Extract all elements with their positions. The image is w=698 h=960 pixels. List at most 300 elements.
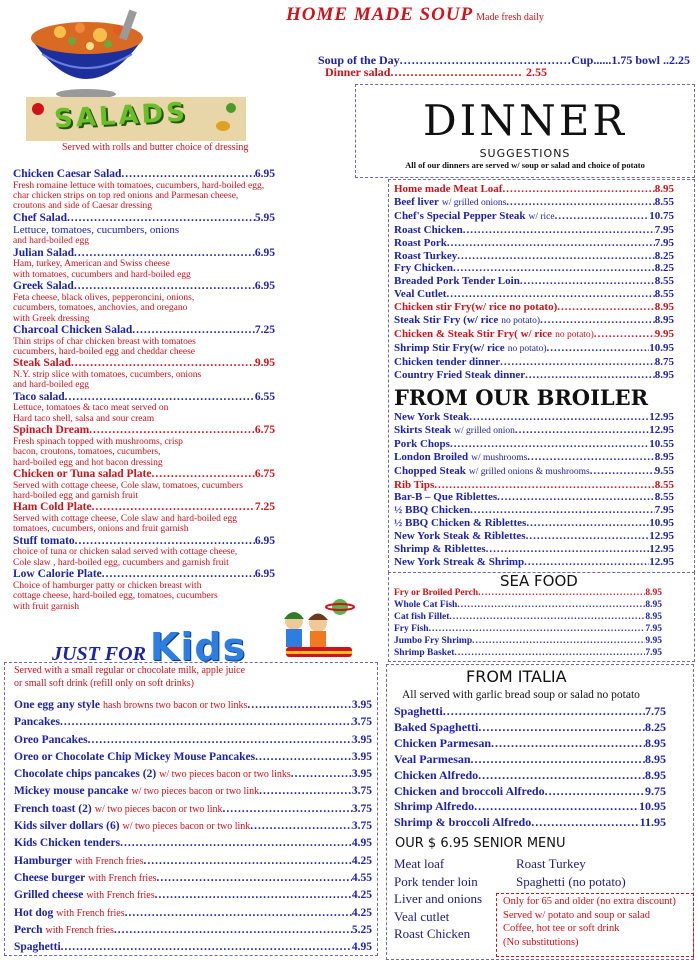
leader-dots	[67, 212, 255, 225]
leader-dots	[515, 424, 649, 437]
salad-desc-line: Served with cottage cheese, Cole slaw, tomatoes, cucumbers	[13, 480, 243, 491]
italia-item-name: Shrimp & broccoli Alfredo	[394, 815, 532, 830]
dinner-item-name: Beef liver	[394, 195, 439, 208]
leader-dots	[506, 196, 654, 209]
leader-dots	[547, 342, 650, 355]
broiler-item-name: Pork Chops	[394, 437, 450, 450]
salad-name: Low Calorie Plate	[13, 568, 102, 581]
broiler-title: FROM OUR BROILER	[394, 385, 649, 410]
italia-item-row	[394, 815, 666, 831]
italia-item-price: 8.95	[645, 767, 666, 782]
broiler-item-row	[394, 504, 674, 517]
salads-logo	[26, 97, 246, 141]
leader-dots	[443, 704, 645, 720]
salad-name: Chef Salad	[13, 211, 67, 224]
soup-of-day-label: Soup of the Day	[318, 53, 400, 67]
leader-dots	[590, 465, 655, 478]
leader-dots	[88, 732, 352, 749]
salad-row	[13, 535, 275, 548]
salad-row	[13, 212, 275, 225]
salad-desc-line: cottage cheese, hard-boiled egg, tomatoes, cucumbers	[13, 591, 218, 602]
dinner-item-row	[394, 210, 674, 224]
seafood-item-name: Fry or Broiled Perch	[394, 588, 479, 598]
salad-row	[13, 280, 275, 293]
senior-item: Spaghetti (no potato)	[516, 873, 626, 889]
kids-item-row	[14, 835, 372, 852]
broiler-item-row	[394, 411, 674, 424]
kids-item-price: 4.25	[351, 906, 372, 919]
salad-item	[13, 247, 343, 280]
broiler-item-name: New York Steak & Riblettes	[394, 530, 526, 543]
soup-subtitle: Made fresh daily	[476, 12, 544, 23]
senior-note	[503, 895, 676, 949]
kids-item-name: Perch	[14, 923, 43, 936]
leader-dots	[120, 835, 352, 852]
kids-item-note: w/ two pieces bacon or two link	[131, 786, 260, 798]
kids-item-price: 3.95	[351, 768, 372, 781]
leader-dots	[454, 647, 645, 659]
soup-heading	[286, 4, 544, 26]
kids-item-price: 4.55	[351, 871, 372, 884]
salad-desc-line: Hard taco shell, salsa and sour cream	[13, 413, 155, 424]
dinner-item-row	[394, 288, 674, 301]
leader-dots	[434, 479, 654, 492]
broiler-item-row	[394, 530, 674, 543]
leader-dots	[102, 568, 255, 581]
leader-dots	[526, 517, 649, 530]
kids-item-row	[14, 749, 372, 766]
salad-item	[13, 535, 343, 568]
italia-item-price: 9.75	[645, 783, 666, 798]
leader-dots	[151, 468, 254, 481]
dinner-item-price: 9.95	[654, 327, 674, 340]
broiler-item-name: Chopped Steak	[394, 464, 466, 477]
leader-dots	[446, 288, 654, 301]
dinner-item-price: 8.75	[654, 355, 674, 368]
salad-desc-line: Lettuce, tomatoes & taco meat served on	[13, 403, 169, 414]
dinner-item-note: no potato)	[507, 343, 547, 354]
broiler-item-price: 8.55	[654, 491, 674, 504]
dinner-item-price: 8.95	[654, 301, 674, 314]
dinner-item-name: Veal Cutlet	[394, 288, 447, 301]
broiler-item-name: Skirts Steak	[394, 423, 452, 436]
broiler-item-note: w/ mushrooms	[471, 452, 528, 463]
senior-col-1	[394, 855, 482, 943]
salad-item	[13, 357, 343, 390]
leader-dots	[449, 611, 645, 623]
salad-price: 6.95	[254, 280, 275, 293]
leader-dots	[71, 357, 255, 370]
salads-note: Served with rolls and butter choice of dressing	[62, 142, 249, 153]
leader-dots	[500, 356, 655, 369]
leader-dots	[75, 535, 255, 548]
senior-note-line: (No substitutions)	[503, 936, 579, 948]
salad-desc-line: choice of tuna or chicken salad served with cottage cheese,	[13, 547, 238, 558]
dinner-item-price: 8.25	[654, 249, 674, 262]
leader-dots	[250, 818, 352, 835]
salad-row	[13, 468, 275, 481]
salad-desc-line: with Greek dressing	[13, 313, 90, 324]
soup-bowl-image	[28, 8, 146, 100]
broiler-item-row	[394, 517, 674, 530]
salad-row	[13, 501, 275, 514]
dinner-item-name: Steak Stir Fry (w/ rice	[394, 314, 499, 327]
kids-item-note: w/ two pieces bacon or two link	[122, 821, 251, 833]
seafood-item-name: Cat fish Fillet	[394, 612, 450, 622]
salad-row	[13, 324, 275, 337]
salad-item	[13, 468, 343, 501]
broiler-item-price: 7.95	[654, 504, 674, 517]
salad-price: 7.25	[254, 324, 275, 337]
seafood-item-row	[394, 635, 662, 647]
dinner-item-name: Country Fried Steak dinner	[394, 368, 526, 381]
seafood-item-price: 9.95	[645, 636, 662, 646]
broiler-item-name: ½ BBQ Chicken & Riblettes	[394, 517, 527, 530]
broiler-item-name: New York Streak & Shrimp	[394, 555, 525, 568]
kids-title-a: JUST FOR	[52, 643, 146, 665]
dinner-item-price: 8.55	[654, 288, 674, 301]
seafood-item-price: 7.95	[645, 648, 662, 658]
kids-note	[14, 664, 245, 690]
senior-note-line: Coffee, hot tee or soft drink	[503, 923, 620, 935]
salad-row	[13, 391, 275, 404]
dinner-item-name: Fry Chicken	[394, 262, 453, 275]
broiler-item-row	[394, 491, 674, 504]
salad-desc-line: Served with cottage cheese, Cole slaw and hard-boiled egg	[13, 514, 237, 525]
dinner-salad-row	[325, 65, 547, 79]
kids-item-name: Grilled cheese	[14, 889, 84, 902]
dinner-item-row	[394, 301, 674, 314]
broiler-item-row	[394, 543, 674, 556]
salad-price: 6.95	[254, 168, 275, 180]
seafood-item-price: 8.95	[645, 588, 662, 598]
kids-item-price: 3.75	[351, 820, 372, 833]
senior-item: Roast Chicken	[394, 926, 471, 941]
italia-item-price: 8.95	[645, 751, 666, 766]
salad-desc-line: Choice of hamburger patty or chicken breast with	[13, 580, 202, 591]
seafood-item-row	[394, 599, 662, 611]
salad-item	[13, 324, 343, 357]
salad-name: Stuff tomato	[13, 534, 75, 547]
salad-name: Charcoal Chicken Salad	[13, 324, 133, 337]
dinner-item-note: w/ grilled onions	[441, 197, 507, 208]
dinner-salad-price: 2.55	[526, 65, 547, 79]
salad-row	[13, 568, 275, 581]
salad-desc-line: and hard-boiled egg	[13, 380, 89, 391]
leader-dots	[74, 280, 255, 293]
leader-dots	[524, 556, 649, 569]
italia-item-row	[394, 720, 666, 736]
senior-title: OUR $ 6.95 SENIOR MENU	[395, 836, 566, 851]
broiler-item-price: 12.95	[649, 530, 674, 543]
kids-note-line-1: Served with a small regular or chocolate milk, apple juice	[14, 665, 246, 676]
senior-col-2	[516, 855, 626, 890]
kids-item-row	[14, 818, 372, 835]
kids-item-row	[14, 905, 372, 922]
italia-item-price: 7.75	[645, 704, 666, 718]
kids-item-name: Oreo or Chocolate Chip Mickey Mouse Pancakes	[14, 750, 256, 763]
dinner-item-price: 8.95	[654, 183, 674, 195]
italia-item-price: 10.95	[639, 799, 666, 814]
leader-dots	[474, 799, 639, 815]
salad-desc-line: croutons and side of Caesar dressing	[13, 201, 153, 212]
leader-dots	[545, 784, 645, 800]
dinner-note: All of our dinners are served w/ soup or salad and choice of potato	[405, 160, 645, 170]
italia-item-name: Baked Spaghetti	[394, 719, 479, 734]
broiler-item-row	[394, 479, 674, 492]
italia-note: All served with garlic bread soup or salad no potato	[402, 689, 640, 701]
dinner-item-row	[394, 342, 674, 356]
dinner-item-row	[394, 262, 674, 275]
leader-dots	[92, 501, 255, 514]
broiler-item-price: 10.55	[649, 437, 674, 450]
broiler-list	[394, 411, 674, 569]
kids-item-row	[14, 801, 372, 818]
dinner-item-price: 7.95	[654, 236, 674, 249]
salad-price: 6.95	[254, 534, 275, 547]
soup-of-day-price: Cup......1.75 bowl ..2.25	[571, 53, 690, 67]
kids-item-price: 3.75	[351, 716, 372, 729]
leader-dots	[89, 424, 255, 437]
italia-item-row	[394, 752, 666, 768]
leader-dots	[155, 887, 352, 904]
seafood-item-row	[394, 587, 662, 599]
broiler-item-row	[394, 438, 674, 451]
kids-item-row	[14, 732, 372, 749]
leader-dots	[121, 168, 254, 181]
kids-item-row	[14, 922, 372, 939]
dinner-item-name: Chicken stir Fry(w/ rice no potato)	[394, 301, 558, 314]
dinner-item-row	[394, 250, 674, 263]
salad-item	[13, 501, 343, 534]
salad-name: Ham Cold Plate	[13, 501, 92, 514]
leader-dots	[429, 623, 646, 635]
salad-price: 9.95	[254, 357, 275, 370]
leader-dots	[497, 491, 655, 504]
dinner-salad-label: Dinner salad	[325, 65, 391, 79]
dinner-list	[394, 183, 674, 382]
salad-desc-line: N.Y. strip slice with tomatoes, cucumbers, onions	[13, 370, 202, 381]
broiler-item-name: Bar-B – Que Riblettes	[394, 491, 498, 504]
broiler-item-price: 12.95	[649, 411, 674, 423]
leader-dots	[526, 530, 650, 543]
dinner-item-row	[394, 369, 674, 382]
leader-dots	[132, 324, 255, 337]
salad-name: Steak Salad	[13, 357, 71, 370]
dinner-item-name: Chicken & Steak Stir Fry( w/ rice	[394, 327, 553, 340]
kids-item-name: Oreo Pancakes	[14, 733, 88, 746]
soup-title: HOME MADE SOUP	[286, 4, 474, 25]
seafood-item-name: Fry Fish	[394, 624, 429, 634]
dinner-item-price: 7.95	[654, 223, 674, 236]
leader-dots	[125, 905, 352, 922]
italia-item-name: Shrimp Alfredo	[394, 799, 475, 814]
leader-dots	[478, 768, 645, 784]
salads-logo-text: SALADS	[53, 97, 189, 135]
salad-desc-line: Lettuce, tomatoes, cucumbers, onions	[13, 224, 180, 237]
italia-item-name: Veal Parmesan	[394, 751, 471, 766]
leader-dots	[114, 922, 352, 939]
broiler-item-name: New York Steak	[394, 411, 470, 423]
kids-item-name: Pancakes	[14, 716, 60, 729]
italia-item-name: Chicken Alfredo	[394, 767, 479, 782]
leader-dots	[65, 391, 255, 404]
leader-dots	[486, 543, 650, 556]
kids-item-name: Hot dog	[14, 906, 54, 919]
dinner-item-row	[394, 224, 674, 237]
kids-item-note: with French fries	[88, 872, 157, 884]
broiler-item-price: 12.95	[649, 543, 674, 556]
kids-item-name: Kids Chicken tenders	[14, 837, 121, 850]
salad-price: 5.95	[254, 211, 275, 224]
kids-item-note: with French fries	[56, 907, 125, 919]
kids-item-price: 3.95	[351, 699, 372, 711]
leader-dots	[463, 224, 655, 237]
leader-dots	[469, 411, 649, 424]
broiler-item-row	[394, 451, 674, 465]
leader-dots	[222, 801, 351, 818]
salad-desc-line: hard-boiled egg and hot bacon dressing	[13, 457, 163, 468]
salad-desc-line: tomatoes, cucumbers, onions and fruit garnish	[13, 524, 189, 535]
leader-dots	[478, 720, 645, 736]
salad-desc-line: Fresh romaine lettuce with tomatoes, cucumbers, hard-boiled egg,	[13, 180, 265, 191]
leader-dots	[531, 815, 639, 831]
broiler-item-name: Rib Tips	[394, 478, 435, 491]
leader-dots	[557, 301, 655, 314]
seafood-item-row	[394, 647, 662, 659]
salad-desc-line: Thin strips of char chicken breast with tomatoes	[13, 336, 196, 347]
leader-dots	[291, 766, 352, 783]
broiler-item-note: w/ grilled onion	[454, 425, 515, 436]
kids-item-price: 3.75	[351, 802, 372, 815]
seafood-item-price: 7.95	[645, 624, 662, 634]
dinner-item-price: 8.55	[654, 195, 674, 208]
senior-item: Veal cutlet	[394, 908, 450, 924]
italia-item-row	[394, 768, 666, 784]
italia-item-row	[394, 704, 666, 720]
italia-item-price: 11.95	[639, 815, 666, 830]
dinner-item-note: no potato)	[501, 316, 541, 327]
broiler-item-name: Shrimp & Riblettes	[394, 543, 486, 556]
leader-dots	[447, 237, 655, 250]
leader-dots	[520, 275, 655, 288]
leader-dots	[540, 314, 655, 327]
dinner-item-row	[394, 314, 674, 328]
dinner-item-row	[394, 196, 674, 210]
seafood-item-name: Shrimp Basket	[394, 648, 455, 658]
salad-desc-line: with fruit garnish	[13, 601, 79, 612]
kids-item-name: Cheese burger	[14, 871, 86, 884]
senior-item: Roast Turkey	[516, 856, 586, 871]
leader-dots	[453, 262, 655, 275]
salad-item	[13, 168, 343, 212]
salad-name: Chicken Caesar Salad	[13, 168, 122, 180]
seafood-item-price: 8.95	[645, 600, 662, 610]
salad-row	[13, 357, 275, 370]
kids-note-line-2: or small soft drink (refill only on soft drinks)	[14, 678, 194, 689]
dinner-item-row	[394, 328, 674, 342]
leader-dots	[594, 328, 655, 341]
kids-item-note: hash browns two bacon or two links	[102, 700, 248, 711]
kids-item-name: Spaghetti	[14, 941, 61, 954]
broiler-item-price: 8.55	[654, 478, 674, 491]
salad-desc-line: hard-boiled egg and garnish fruit	[13, 491, 139, 502]
salad-name: Greek Salad	[13, 280, 74, 293]
salad-item	[13, 280, 343, 324]
seafood-item-row	[394, 611, 662, 623]
italia-item-row	[394, 736, 666, 752]
leader-dots	[525, 369, 655, 382]
kids-item-row	[14, 853, 372, 870]
salad-item	[13, 212, 343, 247]
kids-cartoon-image	[272, 595, 362, 667]
salad-name: Julian Salad	[13, 246, 75, 259]
kids-list	[14, 697, 372, 956]
dinner-item-row	[394, 183, 674, 196]
kids-item-name: French toast (2)	[14, 802, 92, 815]
senior-item: Liver and onions	[394, 891, 483, 906]
salad-row	[13, 168, 275, 181]
salad-desc-line: cucumbers, hard-boiled egg and cheddar cheese	[13, 347, 195, 358]
kids-item-row	[14, 697, 372, 714]
kids-item-name: Kids silver dollars (6)	[14, 820, 120, 833]
kids-item-price: 5.25	[351, 923, 372, 936]
broiler-item-price: 12.95	[649, 423, 674, 436]
salad-desc-line: Fresh spinach topped with mushrooms, crisp	[13, 436, 183, 447]
salads-list	[13, 168, 343, 612]
kids-item-row	[14, 783, 372, 800]
italia-item-row	[394, 784, 666, 800]
seafood-item-name: Whole Cat Fish	[394, 600, 458, 610]
dinner-item-price: 8.95	[654, 314, 674, 327]
senior-item: Pork tender loin	[394, 873, 478, 889]
italia-list	[394, 704, 666, 831]
leader-dots	[255, 749, 352, 766]
kids-item-row	[14, 766, 372, 783]
leader-dots	[470, 504, 655, 517]
salad-desc-line: and hard-boiled egg	[13, 236, 89, 247]
kids-item-note: w/ two pieces bacon or two link	[94, 803, 223, 815]
salad-row	[13, 247, 275, 260]
kids-item-name: Chocolate chips pancakes (2)	[14, 768, 157, 781]
kids-item-row	[14, 870, 372, 887]
broiler-item-row	[394, 465, 674, 479]
salad-item	[13, 391, 343, 424]
salad-price: 7.25	[254, 501, 275, 514]
dinner-item-price: 8.95	[654, 368, 674, 381]
salad-name: Spinach Dream	[13, 424, 90, 437]
kids-title-b: Kids	[149, 625, 247, 669]
kids-item-price: 4.95	[351, 941, 372, 954]
dinner-item-note: no potato)	[555, 329, 594, 340]
dinner-item-row	[394, 356, 674, 369]
seafood-item-row	[394, 623, 662, 635]
dinner-item-note: w/ rice	[528, 211, 555, 222]
dinner-item-price: 10.95	[649, 341, 674, 354]
leader-dots	[471, 752, 645, 768]
italia-title: FROM ITALIA	[466, 667, 567, 686]
leader-dots	[502, 183, 654, 196]
seafood-title: SEA FOOD	[500, 572, 578, 590]
broiler-item-price: 10.95	[649, 517, 674, 530]
kids-item-name: One egg any style	[14, 699, 100, 711]
dinner-item-name: Roast Pork	[394, 236, 447, 249]
kids-item-note: with French fries	[86, 890, 155, 902]
salad-desc-line: with tomatoes, cucumbers and hard-boiled egg	[13, 269, 191, 280]
salad-desc-line: char chicken strips on top red onions and Parmesan cheese,	[13, 191, 239, 201]
dinner-item-name: Roast Turkey	[394, 249, 458, 262]
leader-dots	[74, 247, 255, 260]
